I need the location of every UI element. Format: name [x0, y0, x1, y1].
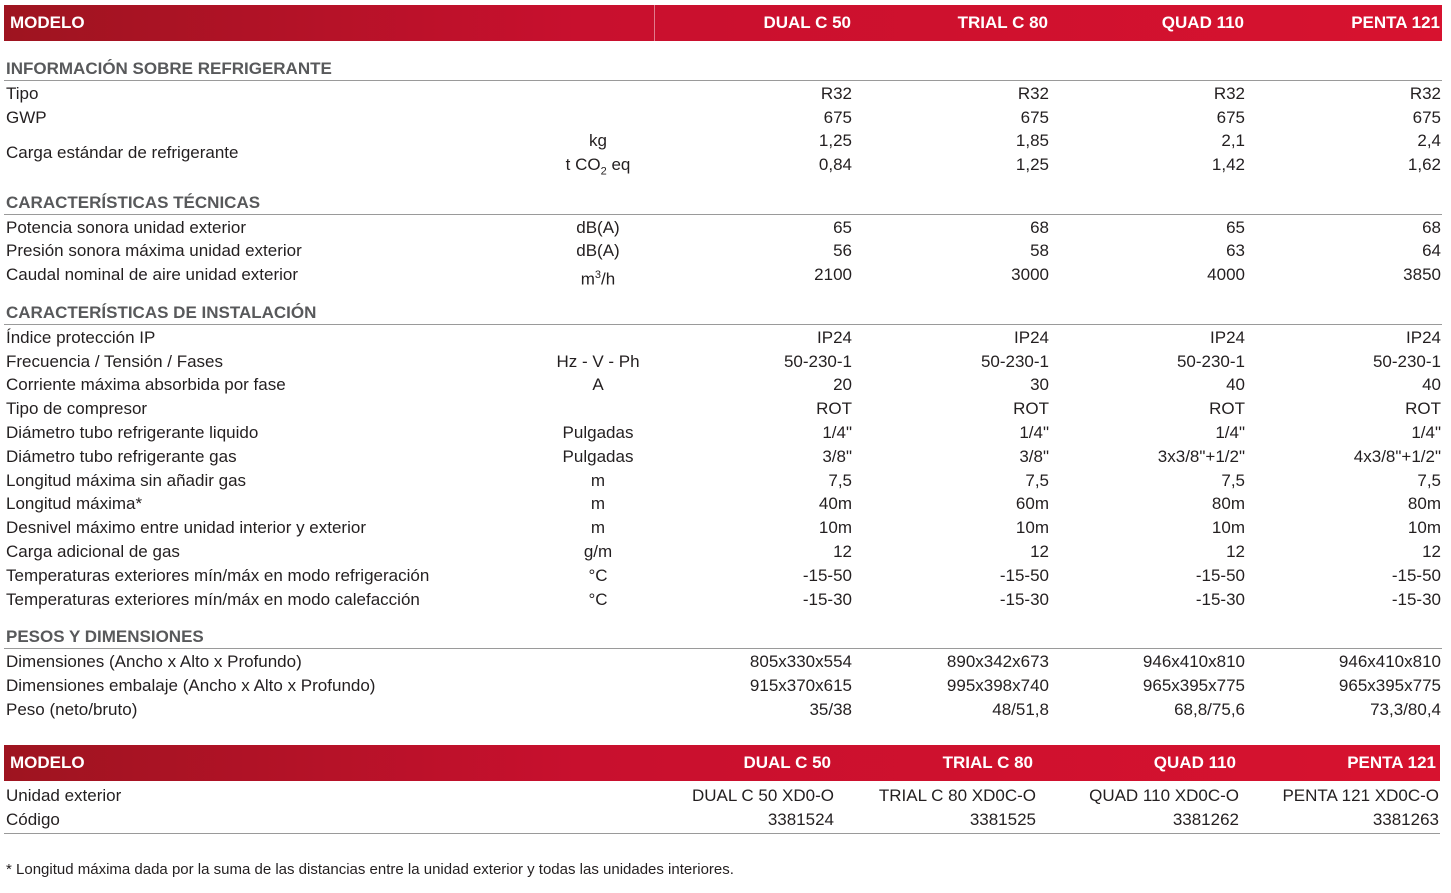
cell-value: 50-230-1	[980, 352, 1049, 371]
cell-value: TRIAL C 80 XD0C-O	[878, 786, 1036, 805]
model-header-dual-c-50: DUAL C 50	[763, 13, 851, 32]
section-weights-title: PESOS Y DIMENSIONES	[4, 626, 1442, 649]
cell-value: 65	[833, 218, 852, 237]
table-row-caudal	[0, 263, 1451, 287]
cell-value: 50-230-1	[783, 352, 852, 371]
cell-value: 1/4"	[1411, 423, 1441, 442]
codes-header-bar	[4, 745, 1440, 781]
cell-value: 3381524	[767, 810, 834, 829]
cell-value: 675	[1412, 108, 1441, 127]
cell-value: 12	[1030, 542, 1049, 561]
row-label: Longitud máxima sin añadir gas	[6, 471, 247, 490]
row-label: Longitud máxima*	[6, 494, 143, 513]
cell-value: 58	[1030, 241, 1049, 260]
row-label: Peso (neto/bruto)	[6, 700, 138, 719]
cell-value: 946x410x810	[1142, 652, 1245, 671]
cell-value: ROT	[816, 399, 852, 418]
cell-value: 65	[1226, 218, 1245, 237]
table-row	[0, 784, 1451, 808]
table-row	[0, 216, 1451, 240]
row-label: Carga adicional de gas	[6, 542, 180, 561]
cell-value: 7,5	[1025, 471, 1049, 490]
cell-value: R32	[820, 84, 852, 103]
cell-value: 12	[833, 542, 852, 561]
cell-value: 10m	[818, 518, 852, 537]
cell-value: 4x3/8"+1/2"	[1353, 447, 1441, 466]
model-column-header: MODELO	[10, 753, 85, 772]
cell-value: 675	[823, 108, 852, 127]
cell-value: 0,84	[818, 155, 852, 174]
row-unit: m	[590, 518, 606, 537]
cell-value: 2,1	[1221, 131, 1245, 150]
cell-value: 63	[1226, 241, 1245, 260]
cell-value: IP24	[1210, 328, 1245, 347]
row-label: Unidad exterior	[6, 786, 122, 805]
table-row	[0, 650, 1451, 674]
cell-value: R32	[1017, 84, 1049, 103]
model-header-trial-c-80: TRIAL C 80	[957, 13, 1048, 32]
cell-value: 890x342x673	[946, 652, 1049, 671]
cell-value: 1,85	[1015, 131, 1049, 150]
table-row	[0, 564, 1451, 588]
cell-value: 12	[1226, 542, 1245, 561]
cell-value: 3000	[1011, 265, 1049, 284]
cell-value: 20	[833, 375, 852, 394]
row-unit: °C	[588, 590, 608, 609]
table-row	[0, 397, 1451, 421]
cell-value: 1/4"	[1019, 423, 1049, 442]
table-row	[0, 540, 1451, 564]
row-label: Tipo	[6, 84, 39, 103]
row-unit: m	[590, 471, 606, 490]
row-unit: dB(A)	[576, 218, 620, 237]
table-row-carga-co2	[0, 153, 1451, 177]
table-row	[0, 808, 1451, 832]
cell-value: 10m	[1211, 518, 1245, 537]
cell-value: 50-230-1	[1176, 352, 1245, 371]
cell-value: 675	[1216, 108, 1245, 127]
cell-value: 3/8"	[1019, 447, 1049, 466]
row-label: Tipo de compresor	[6, 399, 148, 418]
cell-value: 1,62	[1407, 155, 1441, 174]
cell-value: 1,25	[1015, 155, 1049, 174]
cell-value: PENTA 121 XD0C-O	[1282, 786, 1439, 805]
cell-value: 675	[1020, 108, 1049, 127]
cell-value: 2,4	[1417, 131, 1441, 150]
row-unit: g/m	[583, 542, 613, 561]
cell-value: -15-50	[1391, 566, 1441, 585]
cell-value: 10m	[1015, 518, 1049, 537]
row-unit: $m^3/h$	[580, 269, 616, 289]
cell-value: 64	[1422, 241, 1441, 260]
row-unit: A	[592, 375, 604, 394]
cell-value: 35/38	[809, 700, 852, 719]
row-unit: °C	[588, 566, 608, 585]
row-label: Índice protección IP	[6, 328, 156, 347]
table-row	[0, 698, 1451, 722]
row-unit: t $CO_2$ eq	[565, 155, 631, 178]
row-label: Presión sonora máxima unidad exterior	[6, 241, 302, 260]
cell-value: 56	[833, 241, 852, 260]
cell-value: 3/8"	[822, 447, 852, 466]
cell-value: 3381262	[1172, 810, 1239, 829]
cell-value: 12	[1422, 542, 1441, 561]
specs-header-bar	[4, 5, 1442, 41]
cell-value: R32	[1409, 84, 1441, 103]
cell-value: 946x410x810	[1338, 652, 1441, 671]
table-row	[0, 239, 1451, 263]
row-unit: Hz - V - Ph	[556, 352, 640, 371]
cell-value: 30	[1030, 375, 1049, 394]
cell-value: 40	[1226, 375, 1245, 394]
cell-value: 2100	[814, 265, 852, 284]
cell-value: 7,5	[1417, 471, 1441, 490]
model-header-quad-110: QUAD 110	[1161, 13, 1244, 32]
table-row	[0, 421, 1451, 445]
row-label: Diámetro tubo refrigerante liquido	[6, 423, 259, 442]
row-label: Carga estándar de refrigerante	[6, 143, 239, 162]
cell-value: -15-30	[1391, 590, 1441, 609]
model-header-trial-c-80: TRIAL C 80	[942, 753, 1033, 772]
cell-value: 73,3/80,4	[1370, 700, 1441, 719]
cell-value: 915x370x615	[749, 676, 852, 695]
cell-value: R32	[1213, 84, 1245, 103]
cell-value: ROT	[1405, 399, 1441, 418]
cell-value: 40m	[818, 494, 852, 513]
cell-value: 60m	[1015, 494, 1049, 513]
table-row	[0, 492, 1451, 516]
cell-value: -15-50	[1195, 566, 1245, 585]
model-header-penta-121: PENTA 121	[1347, 753, 1436, 772]
table-row	[0, 373, 1451, 397]
cell-value: IP24	[1406, 328, 1441, 347]
row-label: Dimensiones (Ancho x Alto x Profundo)	[6, 652, 302, 671]
cell-value: -15-50	[999, 566, 1049, 585]
cell-value: 1/4"	[1215, 423, 1245, 442]
row-label: Potencia sonora unidad exterior	[6, 218, 247, 237]
cell-value: 3850	[1403, 265, 1441, 284]
cell-value: 80m	[1407, 494, 1441, 513]
cell-value: 10m	[1407, 518, 1441, 537]
cell-value: 68	[1422, 218, 1441, 237]
cell-value: 68	[1030, 218, 1049, 237]
row-unit: Pulgadas	[562, 423, 634, 442]
model-header-dual-c-50: DUAL C 50	[743, 753, 831, 772]
cell-value: QUAD 110 XD0C-O	[1089, 786, 1239, 805]
cell-value: -15-30	[802, 590, 852, 609]
model-header-penta-121: PENTA 121	[1351, 13, 1440, 32]
cell-value: IP24	[817, 328, 852, 347]
cell-value: 4000	[1207, 265, 1245, 284]
cell-value: 995x398x740	[946, 676, 1049, 695]
table-row	[0, 326, 1451, 350]
row-unit: m	[590, 494, 606, 513]
cell-value: ROT	[1209, 399, 1245, 418]
cell-value: 1/4"	[822, 423, 852, 442]
cell-value: 1,42	[1211, 155, 1245, 174]
footnote: * Longitud máxima dada por la suma de las distancias entre la unidad exterior y todas las unidades interiores.	[6, 861, 734, 878]
row-label: Código	[6, 810, 60, 829]
table-bottom-rule	[4, 833, 1440, 834]
table-row-carga-kg	[0, 129, 1451, 153]
cell-value: 805x330x554	[749, 652, 852, 671]
cell-value: 48/51,8	[992, 700, 1049, 719]
table-row	[0, 516, 1451, 540]
section-installation-title: CARACTERÍSTICAS DE INSTALACIÓN	[4, 302, 1442, 325]
table-row	[0, 350, 1451, 374]
cell-value: 68,8/75,6	[1174, 700, 1245, 719]
model-header-quad-110: QUAD 110	[1153, 753, 1236, 772]
table-row	[0, 445, 1451, 469]
cell-value: DUAL C 50 XD0-O	[691, 786, 834, 805]
row-label: GWP	[6, 108, 47, 127]
header-divider	[654, 5, 655, 41]
cell-value: 1,25	[818, 131, 852, 150]
cell-value: 965x395x775	[1338, 676, 1441, 695]
cell-value: 7,5	[828, 471, 852, 490]
row-unit: Pulgadas	[562, 447, 634, 466]
cell-value: 50-230-1	[1372, 352, 1441, 371]
row-label: Caudal nominal de aire unidad exterior	[6, 265, 299, 284]
section-refrigerant-title: INFORMACIÓN SOBRE REFRIGERANTE	[4, 58, 1442, 81]
table-row	[0, 469, 1451, 493]
row-unit: kg	[589, 131, 607, 150]
table-row-gwp	[0, 106, 1451, 130]
cell-value: 965x395x775	[1142, 676, 1245, 695]
row-label: Temperaturas exteriores mín/máx en modo refrigeración	[6, 566, 430, 585]
section-technical-title: CARACTERÍSTICAS TÉCNICAS	[4, 192, 1442, 215]
cell-value: 3x3/8"+1/2"	[1157, 447, 1245, 466]
cell-value: -15-30	[1195, 590, 1245, 609]
row-label: Corriente máxima absorbida por fase	[6, 375, 286, 394]
model-column-header: MODELO	[10, 13, 85, 32]
cell-value: 80m	[1211, 494, 1245, 513]
table-row	[0, 588, 1451, 612]
row-label: Diámetro tubo refrigerante gas	[6, 447, 237, 466]
row-label: Temperaturas exteriores mín/máx en modo calefacción	[6, 590, 420, 609]
cell-value: 3381525	[969, 810, 1036, 829]
cell-value: 3381263	[1372, 810, 1439, 829]
cell-value: IP24	[1014, 328, 1049, 347]
cell-value: 40	[1422, 375, 1441, 394]
cell-value: -15-30	[999, 590, 1049, 609]
row-unit: dB(A)	[576, 241, 620, 260]
row-label: Desnivel máximo entre unidad interior y exterior	[6, 518, 366, 537]
table-row-tipo	[0, 82, 1451, 106]
row-label: Frecuencia / Tensión / Fases	[6, 352, 224, 371]
cell-value: ROT	[1013, 399, 1049, 418]
cell-value: 7,5	[1221, 471, 1245, 490]
row-label: Dimensiones embalaje (Ancho x Alto x Profundo)	[6, 676, 376, 695]
cell-value: -15-50	[802, 566, 852, 585]
table-row	[0, 674, 1451, 698]
